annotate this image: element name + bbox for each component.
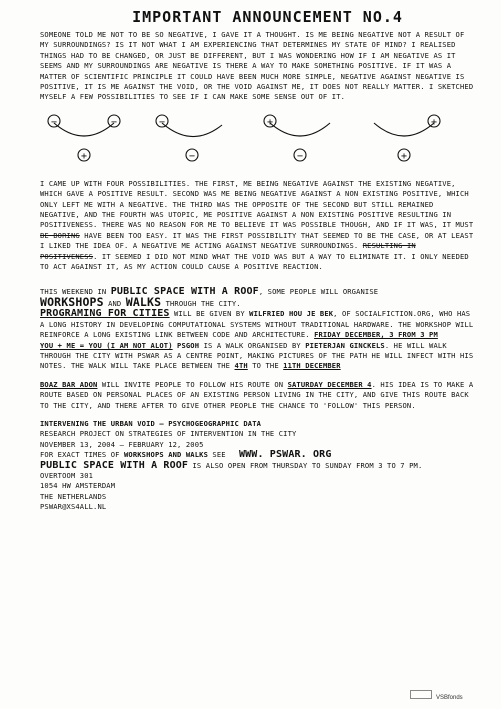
workshops-heading: WORKSHOPS (40, 294, 104, 309)
boaz-walk: BOAZ BAR ADON WILL INVITE PEOPLE TO FOLLOW HIS ROUTE ON SATURDAY DECEMBER 4. HIS IDEA IS TO MAKE A ROUTE BASED ON PERSONAL PLACES OF AN EXISTING PERSON LIVING IN THE CITY, AND GIVE THIS ROUTE BACK TO THE CITY, AND THERE AFTER TO GIVE OTHER PEOPLE THE CHANCE TO 'FOLLOW' THIS PERSON. (40, 379, 474, 410)
diagram-minus: − (110, 116, 118, 128)
possibilities-diagram (34, 111, 464, 173)
workshop-title: PROGRAMING FOR CITIES (40, 308, 170, 320)
walk-code: PSGOH (177, 340, 200, 350)
intro-paragraph: SOMEONE TOLD ME NOT TO BE SO NEGATIVE, I GAVE IT A THOUGHT. IS ME BEING NEGATIVE NOT A RESULT OF MY SURROUNDINGS? IS IT NOT WHAT I AM EXPERIENCING THAT DETERMINES MY STATE OF MIND? I REALISED THINGS HAD TO BE CHANGED, OR JUST BE DIFFERENT, BUT I WAS WONDERING HOW IF I AM NEGATIVE AS IT SEEMS AND MY SURROUNDINGS ARE NEGATIVE IS THERE A WAY TO MAKE SOMETHING POSITIVE. IF IT WAS A MATTER OF SCIENTIFIC PRINCIPLE IT COULD HAVE BEEN MUCH MORE SIMPLE, NEGATIVE AGAINST NEGATIVE IS POSITIVE, IT IS ME AGAINST THE VOID, OR THE VOID AGAINST ME, IT DOES NOT REALLY MATTER. I SKETCHED MYSELF A FEW POSSIBILITIES TO SEE IF I CAN MAKE SOME SENSE OUT OF IT. (40, 30, 474, 102)
event-intro: THIS WEEKEND IN PUBLIC SPACE WITH A ROOF, SOME PEOPLE WILL ORGANISE WORKSHOPS AND WALKS THROUGH THE CITY. (40, 285, 379, 309)
diagram-arc-1 (54, 123, 114, 136)
website-link[interactable]: WWW. PSWAR. ORG (238, 449, 332, 461)
walk-start-date: 4TH (234, 361, 248, 371)
address-street: OVERTOOM 301 (40, 471, 94, 480)
address-country: THE NETHERLANDS (40, 491, 107, 501)
venue-name: PUBLIC SPACE WITH A ROOF (40, 459, 189, 471)
project-info: INTERVENING THE URBAN VOID – PSYCHOGEOGRAPHIC DATA RESEARCH PROJECT ON STRATEGIES OF INTERVENTION IN THE CITY NOVEMBER 13, 2004 – FEBRUARY 12, 2005 (40, 418, 297, 449)
walk-host: PIETERJAN GINCKELS (305, 340, 385, 350)
diagram-arc-2 (162, 123, 222, 137)
struck-text: BE BORING (40, 230, 80, 240)
psgoh-walk: YOU + ME = YOU (I AM NOT ALOT) PSGOH IS A WALK ORGANISED BY PIETERJAN GINCKELS. HE WILL WALK THROUGH THE CITY WITH PSWAR AS A CENTRE POINT, MAKING PICTURES OF THE PATH HE WILL INFECT WITH HIS NOTES. THE WALK WILL TAKE PLACE BETWEEN THE 4TH TO THE 11TH DECEMBER (40, 340, 474, 371)
vsbfonds-logo: VSBfonds (436, 695, 463, 701)
exact-times: FOR EXACT TIMES OF WORKSHOPS AND WALKS SEE WWW. PSWAR. ORG (40, 449, 332, 461)
sponsor-logos (410, 684, 463, 703)
boaz-name: BOAZ BAR ADON (40, 379, 98, 389)
workshop-date: FRIDAY DECEMBER, 3 FROM 3 PM (314, 330, 438, 340)
diagram-plus: + (430, 116, 438, 128)
page-title: IMPORTANT ANNOUNCEMENT NO.4 (132, 8, 403, 26)
address-block: PUBLIC SPACE WITH A ROOF IS ALSO OPEN FROM THURSDAY TO SUNDAY FROM 3 TO 7 PM. OVERTOOM 301 1054 HW AMSTERDAM THE NETHERLANDS PSWAR@XS4ALL.NL (40, 459, 423, 512)
walk-title: YOU + ME = YOU (I AM NOT ALOT) (40, 340, 173, 350)
diagram-plus: + (266, 116, 274, 128)
boaz-date: SATURDAY DECEMBER 4 (287, 379, 372, 389)
programing-workshop: PROGRAMING FOR CITIES WILL BE GIVEN BY WILFRIED HOU JE BEK, OF SOCIALFICTION.ORG, WHO HAS A LONG HISTORY IN DEVELOPING COMPUTATIONAL SYSTEMS WITHOUT TRADITIONAL HARDWARE. THE WORKSHOP WILL REINFORCE A LONG EXISTING LINK BETWEEN CODE AND ARCHITECTURE. FRIDAY DECEMBER, 3 FROM 3 PM (40, 308, 474, 340)
diagram-arc-4 (374, 123, 434, 136)
diagram-minus: − (50, 116, 58, 128)
diagram-plus: + (80, 150, 88, 162)
diagram-minus: − (296, 150, 304, 162)
project-title: INTERVENING THE URBAN VOID – PSYCHOGEOGRAPHIC DATA (40, 418, 262, 428)
walks-heading: WALKS (125, 294, 162, 309)
diagram-arc-3 (270, 123, 330, 136)
walk-end-date: 11TH DECEMBER (283, 361, 341, 371)
diagram-minus: − (158, 116, 166, 128)
struck-text: RESULTING IN POSITIVENESS (40, 241, 416, 261)
address-city: 1054 HW AMSTERDAM (40, 481, 116, 491)
email-link[interactable]: PSWAR@XS4ALL.NL (40, 502, 107, 512)
diagram-minus: − (188, 150, 196, 162)
possibilities-paragraph: I CAME UP WITH FOUR POSSIBILITIES. THE FIRST, ME BEING NEGATIVE AGAINST THE EXISTING NEGATIVE, WHICH GAVE A POSITIVE RESULT. SECOND WAS ME BEING NEGATIVE AGAINST A NON EXISTING POSITIVE, WHICH ONLY LEFT ME WITH A NEGATIVE. THE THIRD WAS THE OPPOSITE OF THE SECOND BUT STILL REMAINED NEGATIVE, AND THE FOURTH WAS UTOPIC, ME POSITIVE AGAINST A NON EXISTING POSITIVE RESULTING IN POSITIVENESS. THERE WAS NO REASON FOR ME TO BELIEVE IT WAS POSSIBLE THOUGH, AND IF IT WAS, IT MUST BE BORING HAVE BEEN TOO EASY. IT WAS THE FIRST POSSIBILITY THAT SEEMED TO BE THE CASE, OR AT LEAST I LIKED THE IDEA OF. A NEGATIVE ME ACTING AGAINST NEGATIVE SURROUNDINGS. RESULTING IN POSITIVENESS. IT SEEMED I DID NOT MIND WHAT THE VOID WAS BUT A WAY TO ELIMINATE IT. I ONLY NEEDED TO ACT AGAINST IT, AS MY ACTION COULD CAUSE A POSITIVE REACTION. (40, 178, 474, 272)
sponsor-logo (410, 690, 432, 699)
diagram-plus: + (400, 150, 408, 162)
venue-name: PUBLIC SPACE WITH A ROOF (110, 285, 259, 297)
workshop-host: WILFRIED HOU JE BEK (249, 309, 334, 319)
